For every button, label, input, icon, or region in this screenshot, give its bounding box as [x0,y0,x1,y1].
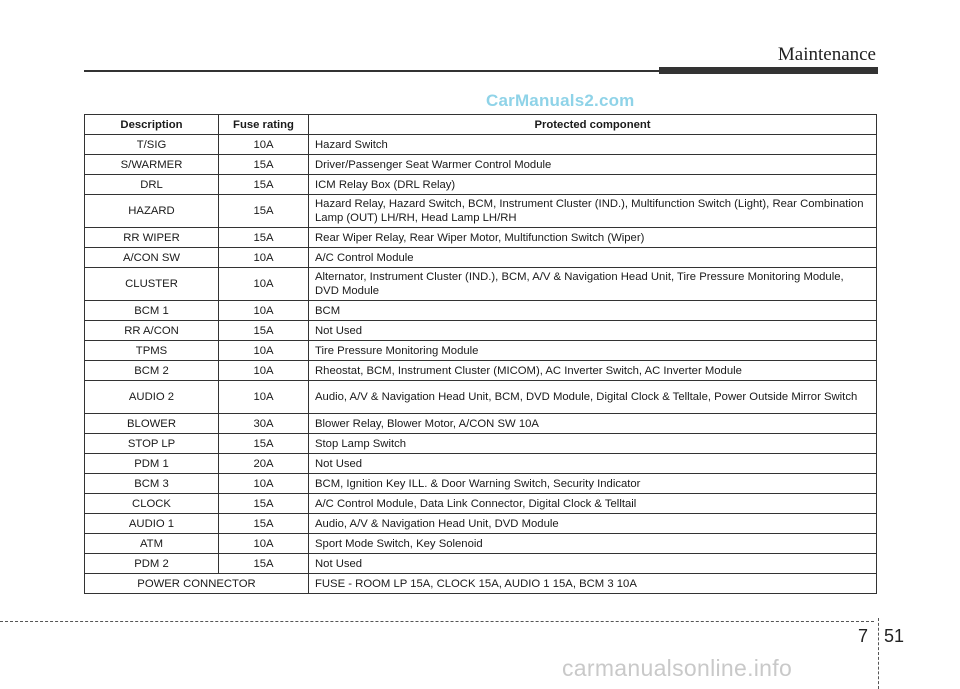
table-row [85,434,877,454]
fuse-description: DRL [85,175,219,195]
fuse-description: RR WIPER [85,228,219,248]
table-row [85,195,877,228]
protected-component: Audio, A/V & Navigation Head Unit, DVD Module [309,514,877,534]
fuse-rating: 10A [219,341,309,361]
table-header-row [85,115,877,135]
protected-component: Not Used [309,454,877,474]
table-row [85,175,877,195]
fuse-description: BLOWER [85,414,219,434]
fuse-rating: 15A [219,155,309,175]
table-row [85,534,877,554]
protected-component: Alternator, Instrument Cluster (IND.), BCM, A/V & Navigation Head Unit, Tire Pressure Monitoring Module, DVD Module [309,268,877,301]
protected-component: Tire Pressure Monitoring Module [309,341,877,361]
chapter-number: 7 [858,626,869,646]
fuse-rating: 15A [219,175,309,195]
table-row [85,514,877,534]
fuse-rating: 15A [219,554,309,574]
table-row [85,454,877,474]
fuse-description: RR A/CON [85,321,219,341]
table-row [85,228,877,248]
column-header-fuse-rating: Fuse rating [219,115,309,135]
watermark-footer: carmanualsonline.info [562,655,793,681]
table-row [85,341,877,361]
protected-component: Not Used [309,321,877,341]
protected-component: A/C Control Module [309,248,877,268]
fuse-description: CLUSTER [85,268,219,301]
protected-component: Rheostat, BCM, Instrument Cluster (MICOM), AC Inverter Switch, AC Inverter Module [309,361,877,381]
protected-component: Hazard Relay, Hazard Switch, BCM, Instrument Cluster (IND.), Multifunction Switch (Light), Rear Combination Lamp (OUT) LH/RH, Head Lamp LH/RH [309,195,877,228]
fuse-description: BCM 1 [85,301,219,321]
table-row [85,268,877,301]
fuse-rating: 15A [219,228,309,248]
fuse-rating: 15A [219,434,309,454]
table-row [85,135,877,155]
protected-component: Blower Relay, Blower Motor, A/CON SW 10A [309,414,877,434]
fuse-rating: 10A [219,361,309,381]
table-row [85,361,877,381]
fuse-table [84,114,877,594]
fuse-description: TPMS [85,341,219,361]
table-row [85,414,877,434]
table-row [85,155,877,175]
fuse-description: HAZARD [85,195,219,228]
table-row [85,574,877,594]
fuse-description: CLOCK [85,494,219,514]
table-row [85,248,877,268]
fuse-description: T/SIG [85,135,219,155]
fuse-rating: 15A [219,514,309,534]
protected-component: A/C Control Module, Data Link Connector, Digital Clock & Telltail [309,494,877,514]
fuse-description: AUDIO 2 [85,381,219,414]
protected-component: FUSE - ROOM LP 15A, CLOCK 15A, AUDIO 1 15A, BCM 3 10A [309,574,877,594]
column-header-description: Description [85,115,219,135]
table-row [85,321,877,341]
protected-component: Audio, A/V & Navigation Head Unit, BCM, DVD Module, Digital Clock & Telltale, Power Outside Mirror Switch [309,381,877,414]
protected-component: Sport Mode Switch, Key Solenoid [309,534,877,554]
fuse-rating: 10A [219,301,309,321]
fuse-description: STOP LP [85,434,219,454]
fuse-description: PDM 2 [85,554,219,574]
protected-component: ICM Relay Box (DRL Relay) [309,175,877,195]
fuse-rating: 10A [219,248,309,268]
fuse-rating: 10A [219,381,309,414]
protected-component: Rear Wiper Relay, Rear Wiper Motor, Multifunction Switch (Wiper) [309,228,877,248]
fuse-description: BCM 3 [85,474,219,494]
footer-dashed-divider [878,618,879,689]
fuse-description: S/WARMER [85,155,219,175]
fuse-rating: 10A [219,534,309,554]
fuse-description: AUDIO 1 [85,514,219,534]
fuse-description: ATM [85,534,219,554]
fuse-description: PDM 1 [85,454,219,474]
protected-component: BCM, Ignition Key ILL. & Door Warning Switch, Security Indicator [309,474,877,494]
fuse-rating: 30A [219,414,309,434]
protected-component: Stop Lamp Switch [309,434,877,454]
header-rule [84,70,659,72]
watermark-logo: CarManuals2.com [486,91,635,110]
fuse-rating: 10A [219,135,309,155]
fuse-description: POWER CONNECTOR [85,574,309,594]
fuse-rating: 15A [219,195,309,228]
fuse-description: BCM 2 [85,361,219,381]
fuse-rating: 20A [219,454,309,474]
protected-component: Not Used [309,554,877,574]
footer-dashed-rule [0,621,874,622]
table-row [85,494,877,514]
fuse-rating: 10A [219,474,309,494]
table-row [85,554,877,574]
page-number: 51 [884,626,905,646]
protected-component: Hazard Switch [309,135,877,155]
fuse-rating: 15A [219,494,309,514]
section-title: Maintenance [777,44,876,65]
protected-component: BCM [309,301,877,321]
header-rule-bar [659,67,878,74]
fuse-rating: 10A [219,268,309,301]
table-row [85,381,877,414]
table-row [85,474,877,494]
protected-component: Driver/Passenger Seat Warmer Control Module [309,155,877,175]
column-header-protected-component: Protected component [309,115,877,135]
fuse-description: A/CON SW [85,248,219,268]
fuse-rating: 15A [219,321,309,341]
table-row [85,301,877,321]
